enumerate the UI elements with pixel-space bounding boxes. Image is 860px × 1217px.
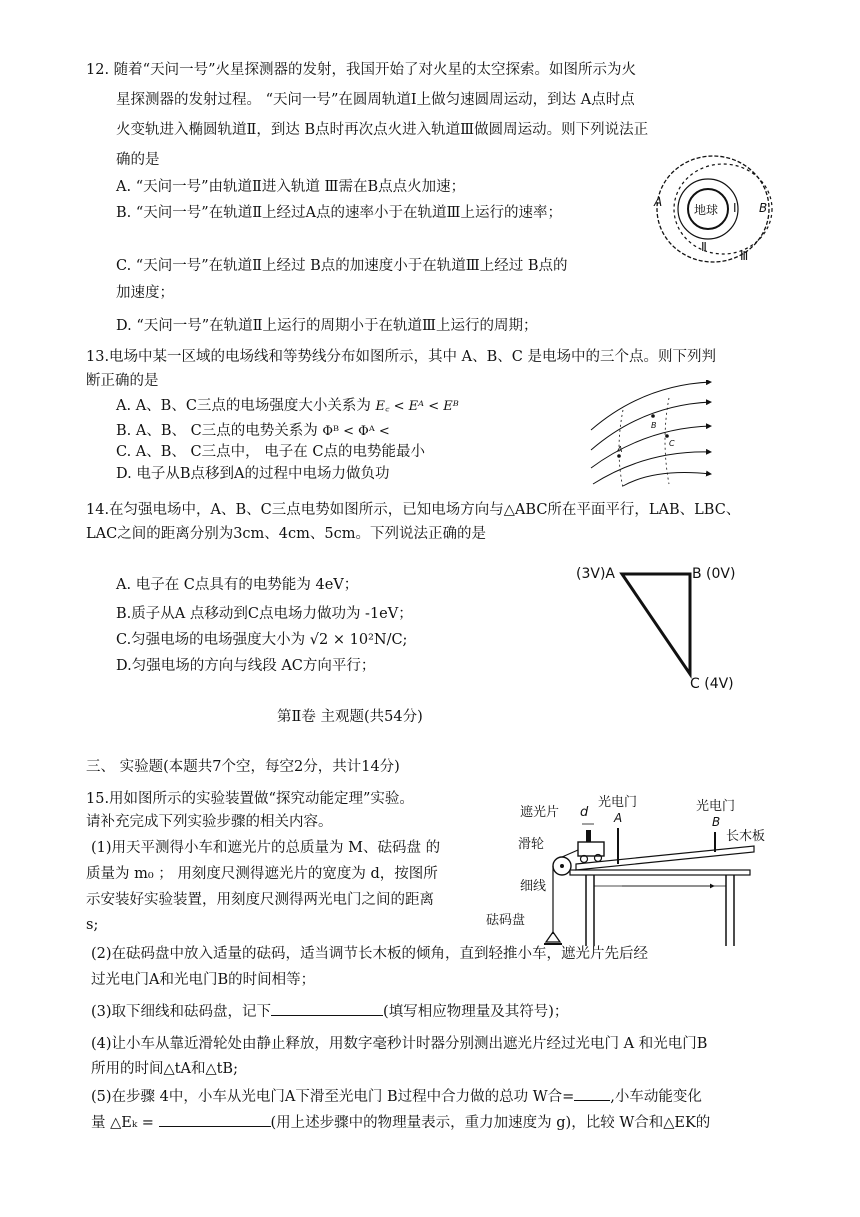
section-2-title: 第Ⅱ卷 主观题(共54分) [277, 709, 423, 725]
q15-step1-line-4: s; [86, 917, 99, 933]
q14-option-b: B.质子从A 点移动到C点电场力做功为 -1eV； [116, 606, 413, 622]
q12-point-b-label: B [759, 201, 768, 215]
q15-step4-line-2: 所用的时间△tA和△tB; [91, 1061, 238, 1077]
q14-point-b-label: B (0V) [692, 566, 736, 582]
q12-option-b: B. “天问一号”在轨道Ⅱ上经过A点的速率小于在轨道Ⅲ上运行的速率； [116, 205, 563, 221]
q12-orbit-3-label: Ⅲ [740, 249, 749, 263]
q13-option-c: C. A、B、 C三点中， 电子在 C点的电势能最小 [116, 444, 425, 460]
q15-step1-line-3: 示安装好实验装置，用刻度尺测得两光电门之间的距离 [86, 892, 434, 908]
q14-stem-line-1: 14.在匀强电场中，A、B、C三点电势如图所示，已知电场方向与△ABC所在平面平行，LAB、LBC、 [86, 502, 741, 518]
q12-earth-label: 地球 [694, 203, 719, 217]
q15-step5-work-suffix: ,小车动能变化 [610, 1089, 702, 1105]
q15-step5-work-prefix: (5)在步骤 4中，小车从光电门A下滑至光电门 B过程中合力做的总功 W合= [91, 1089, 575, 1105]
q14-point-a-label: (3V)A [576, 566, 615, 582]
q13-point-a-label: A [617, 445, 623, 454]
q12-option-c-line-2: 加速度； [116, 285, 174, 301]
q13-stem-line-2: 断正确的是 [86, 373, 159, 389]
q12-stem-line-4: 确的是 [116, 152, 160, 168]
q12-orbit-figure [645, 152, 780, 267]
q15-step5-line-1 [91, 1086, 702, 1107]
q12-stem-line-3: 火变轨进入椭圆轨道Ⅱ，到达 B点时再次点火进入轨道Ⅲ做圆周运动。则下列说法正 [116, 122, 649, 138]
section-3-title: 三、 实验题(本题共7个空，每空2分，共计14分) [86, 759, 400, 775]
q13-option-b-text: B. A、B、 C三点的电势关系为 [116, 423, 318, 439]
q15-pulley-label: 滑轮 [518, 837, 545, 852]
q15-work-answer-blank[interactable] [574, 1086, 610, 1101]
q14-stem-line-2: LAC之间的距离分别为3cm、4cm、5cm。下列说法正确的是 [86, 526, 486, 542]
q13-option-b [116, 421, 390, 442]
q15-gate-b-letter: B [712, 815, 721, 829]
q15-step1-line-2: 质量为 m₀ ； 用刻度尺测得遮光片的宽度为 d，按图所 [86, 866, 438, 882]
q13-option-d: D. 电子从B点移到A的过程中电场力做负功 [116, 466, 390, 482]
q15-step4-line-1: (4)让小车从靠近滑轮处由静止释放，用数字毫秒计时器分别测出遮光片经过光电门 A 和光电门B [91, 1036, 708, 1052]
q14-triangle-figure [572, 560, 752, 692]
q15-pan-label: 砝码盘 [486, 913, 526, 928]
q12-orbit-2-label: Ⅱ [701, 240, 707, 254]
q13-stem-line-1: 13.电场中某一区域的电场线和等势线分布如图所示，其中 A、B、C 是电场中的三个点。则下列判 [86, 349, 716, 365]
q15-step5-line-2 [91, 1112, 710, 1133]
q15-step3-answer-blank[interactable] [271, 1001, 383, 1016]
q12-stem-line-1: 12. 随着“天问一号”火星探测器的发射，我国开始了对火星的太空探索。如图所示为火 [86, 62, 636, 78]
q15-step1-line-1: (1)用天平测得小车和遮光片的总质量为 M、砝码盘 的 [91, 840, 441, 856]
q13-option-a [116, 396, 459, 417]
q15-gate-a-letter: A [614, 811, 623, 825]
q15-board-label: 长木板 [726, 829, 766, 844]
q15-gate-a-label: 光电门 [598, 795, 638, 810]
q15-shade-label: 遮光片 [520, 805, 560, 820]
q15-string-label: 细线 [520, 879, 547, 894]
q12-option-d: D. “天问一号”在轨道Ⅱ上运行的周期小于在轨道Ⅲ上运行的周期； [116, 318, 538, 334]
q12-orbit-1-label: I [733, 201, 737, 215]
q12-option-c-line-1: C. “天问一号”在轨道Ⅱ上经过 B点的加速度小于在轨道Ⅲ上经过 B点的 [116, 258, 568, 274]
q14-option-a: A. 电子在 C点具有的电势能为 4eV； [116, 577, 359, 593]
q15-step3-suffix: (填写相应物理量及其符号)； [383, 1004, 569, 1020]
q14-option-d: D.匀强电场的方向与线段 AC方向平行； [116, 658, 376, 674]
q15-step5-energy-prefix: 量 △Eₖ = [91, 1115, 154, 1131]
q15-stem-line-2: 请补充完成下列实验步骤的相关内容。 [86, 814, 333, 830]
q15-gate-b-label: 光电门 [696, 799, 736, 814]
q14-point-c-label: C (4V) [690, 676, 734, 692]
q15-d-label: d [580, 805, 589, 820]
q15-step2-line-2: 过光电门A和光电门B的时间相等； [91, 972, 316, 988]
q12-point-a-label: A [654, 195, 663, 209]
q15-energy-answer-blank[interactable] [159, 1112, 271, 1127]
q15-step3 [91, 1001, 568, 1022]
q13-point-c-label: C [669, 439, 675, 448]
q15-apparatus-figure [482, 786, 772, 950]
q13-point-b-label: B [651, 421, 657, 430]
q12-option-a: A. “天问一号”由轨道Ⅱ进入轨道 Ⅲ需在B点点火加速； [116, 179, 466, 195]
q12-stem-line-2: 星探测器的发射过程。 “天问一号”在圆周轨道Ⅰ上做匀速圆周运动，到达 A点时点 [116, 92, 635, 108]
q15-stem-line-1: 15.用如图所示的实验装置做“探究动能定理”实验。 [86, 791, 414, 807]
q15-step5-energy-suffix: (用上述步骤中的物理量表示，重力加速度为 g)，比较 W合和△EK的 [270, 1115, 711, 1131]
q14-option-c: C.匀强电场的电场强度大小为 √2 × 10²N/C; [116, 632, 408, 648]
q13-option-b-formula: Φᴮ < Φᴬ < [322, 424, 390, 439]
q13-option-a-text: A. A、B、C三点的电场强度大小关系为 [116, 398, 371, 414]
q15-step2-line-1: (2)在砝码盘中放入适量的砝码，适当调节长木板的倾角，直到轻推小车，遮光片先后经 [91, 946, 649, 962]
q13-option-a-formula: E꜀ < Eᴬ < Eᴮ [375, 399, 459, 414]
q15-step3-prefix: (3)取下细线和砝码盘，记下 [91, 1004, 272, 1020]
q13-field-figure [583, 380, 723, 490]
